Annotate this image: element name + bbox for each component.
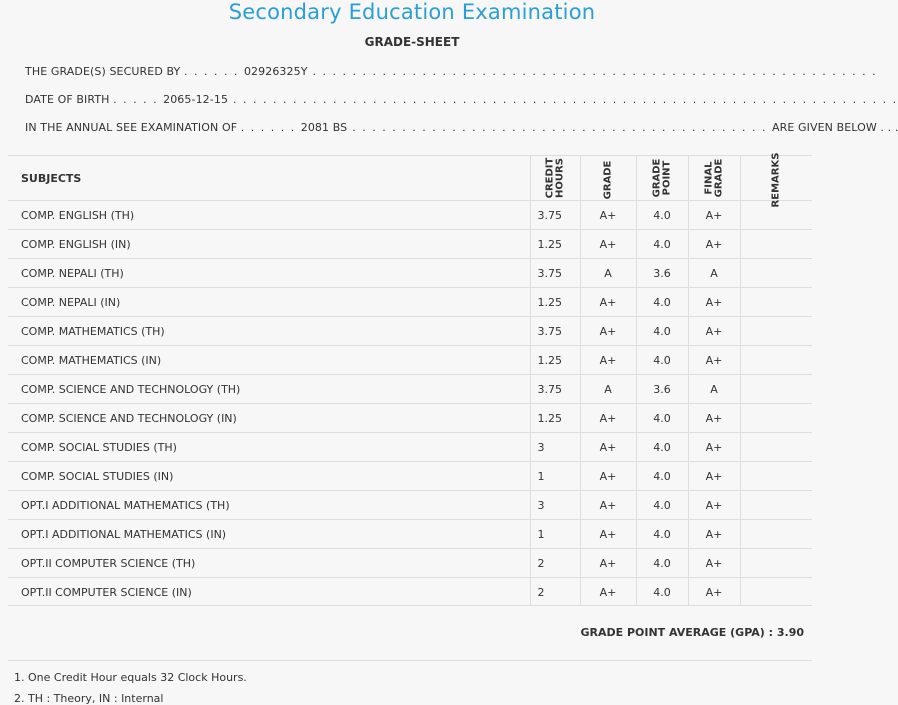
- credit-hours-header: CREDIT HOURS: [530, 156, 580, 201]
- credit-hours-cell: 1.25: [530, 346, 580, 375]
- final-grade-header: FINAL GRADE: [688, 156, 740, 201]
- table-row: [8, 375, 812, 404]
- grade-point-cell: 4.0: [636, 346, 688, 375]
- credit-hours-cell: 3.75: [530, 201, 580, 230]
- table-row: [8, 230, 812, 259]
- grade-cell: A: [580, 259, 636, 288]
- credit-hours-cell: 1.25: [530, 288, 580, 317]
- table-row: [8, 404, 812, 433]
- final-grade-cell: A+: [688, 491, 740, 520]
- subject-cell: OPT.I ADDITIONAL MATHEMATICS (IN): [8, 520, 530, 549]
- credit-hours-cell: 3.75: [530, 259, 580, 288]
- grade-point-cell: 4.0: [636, 201, 688, 230]
- remarks-cell: [740, 433, 812, 462]
- subject-cell: COMP. SCIENCE AND TECHNOLOGY (TH): [8, 375, 530, 404]
- credit-hours-cell: 1: [530, 462, 580, 491]
- subject-cell: OPT.II COMPUTER SCIENCE (TH): [8, 549, 530, 578]
- remarks-header: REMARKS: [740, 156, 812, 201]
- credit-hours-cell: 1.25: [530, 230, 580, 259]
- grade-point-cell: 4.0: [636, 549, 688, 578]
- subject-cell: COMP. NEPALI (TH): [8, 259, 530, 288]
- final-grade-cell: A+: [688, 462, 740, 491]
- table-row: [8, 201, 812, 230]
- grade-cell: A: [580, 375, 636, 404]
- grade-cell: A+: [580, 491, 636, 520]
- subject-cell: COMP. MATHEMATICS (IN): [8, 346, 530, 375]
- subject-cell: OPT.II COMPUTER SCIENCE (IN): [8, 578, 530, 607]
- note-credit-hours: 1. One Credit Hour equals 32 Clock Hours.: [14, 671, 247, 684]
- secured-by-line: THE GRADE(S) SECURED BY . . . . . . 02926325Y . . . . . . . . . . . . . . . . . . . . . . . . . . . . . . . . . . . . . . . . . . . . . . . . . . . . . . . . .: [25, 65, 878, 78]
- exam-title: Secondary Education Examination: [228, 0, 596, 24]
- final-grade-cell: A+: [688, 288, 740, 317]
- subject-cell: COMP. MATHEMATICS (TH): [8, 317, 530, 346]
- dob-line: DATE OF BIRTH . . . . . 2065-12-15 . . . . . . . . . . . . . . . . . . . . . . . . . . . . . . . . . . . . . . . . . . . . . . . . . . . . . . . . . . . . . . . . . . .: [25, 93, 898, 106]
- grade-cell: A+: [580, 346, 636, 375]
- subject-cell: COMP. ENGLISH (IN): [8, 230, 530, 259]
- final-grade-cell: A+: [688, 578, 740, 607]
- grade-cell: A+: [580, 288, 636, 317]
- grade-point-cell: 4.0: [636, 404, 688, 433]
- credit-hours-cell: 1: [530, 520, 580, 549]
- final-grade-cell: A+: [688, 549, 740, 578]
- grade-point-cell: 4.0: [636, 578, 688, 607]
- subjects-header: SUBJECTS: [8, 156, 530, 201]
- grade-header: GRADE: [580, 156, 636, 201]
- table-row: [8, 491, 812, 520]
- grade-point-cell: 3.6: [636, 259, 688, 288]
- table-header-row: [8, 156, 812, 201]
- final-grade-cell: A+: [688, 404, 740, 433]
- gpa-section: [8, 605, 812, 661]
- subject-cell: COMP. ENGLISH (TH): [8, 201, 530, 230]
- table-row: [8, 578, 812, 607]
- table-row: [8, 259, 812, 288]
- grade-cell: A+: [580, 404, 636, 433]
- grade-sheet-heading: GRADE-SHEET: [364, 35, 460, 49]
- remarks-cell: [740, 230, 812, 259]
- exam-year: 2081 BS: [300, 121, 348, 134]
- grade-table: [8, 152, 812, 606]
- subject-cell: OPT.I ADDITIONAL MATHEMATICS (TH): [8, 491, 530, 520]
- remarks-cell: [740, 462, 812, 491]
- secured-by-label: THE GRADE(S) SECURED BY: [25, 65, 181, 78]
- remarks-cell: [740, 549, 812, 578]
- credit-hours-cell: 3: [530, 491, 580, 520]
- grade-point-cell: 4.0: [636, 520, 688, 549]
- credit-hours-cell: 3.75: [530, 375, 580, 404]
- grade-cell: A+: [580, 462, 636, 491]
- grade-point-cell: 4.0: [636, 288, 688, 317]
- table-row: [8, 462, 812, 491]
- subject-cell: COMP. SOCIAL STUDIES (IN): [8, 462, 530, 491]
- gpa-value: GRADE POINT AVERAGE (GPA) : 3.90: [580, 626, 804, 639]
- grade-point-cell: 4.0: [636, 462, 688, 491]
- remarks-cell: [740, 578, 812, 607]
- subject-cell: COMP. SCIENCE AND TECHNOLOGY (IN): [8, 404, 530, 433]
- table-row: [8, 317, 812, 346]
- grade-point-header: GRADE POINT: [636, 156, 688, 201]
- final-grade-cell: A+: [688, 520, 740, 549]
- final-grade-cell: A+: [688, 346, 740, 375]
- grade-point-cell: 4.0: [636, 317, 688, 346]
- credit-hours-cell: 2: [530, 549, 580, 578]
- final-grade-cell: A: [688, 259, 740, 288]
- table-row: [8, 549, 812, 578]
- credit-hours-cell: 3: [530, 433, 580, 462]
- grade-cell: A+: [580, 201, 636, 230]
- symbol-number: 02926325Y: [243, 65, 308, 78]
- grade-point-cell: 4.0: [636, 230, 688, 259]
- table-row: [8, 346, 812, 375]
- final-grade-cell: A+: [688, 317, 740, 346]
- final-grade-cell: A+: [688, 201, 740, 230]
- grade-point-cell: 4.0: [636, 491, 688, 520]
- grade-cell: A+: [580, 520, 636, 549]
- credit-hours-cell: 3.75: [530, 317, 580, 346]
- grade-cell: A+: [580, 549, 636, 578]
- grade-point-cell: 4.0: [636, 433, 688, 462]
- table-row: [8, 288, 812, 317]
- given-below-label: ARE GIVEN BELOW . . .: [771, 121, 898, 134]
- credit-hours-cell: 1.25: [530, 404, 580, 433]
- remarks-cell: [740, 346, 812, 375]
- remarks-cell: [740, 375, 812, 404]
- remarks-cell: [740, 404, 812, 433]
- final-grade-cell: A+: [688, 433, 740, 462]
- dob-label: DATE OF BIRTH: [25, 93, 110, 106]
- table-row: [8, 433, 812, 462]
- subject-cell: COMP. NEPALI (IN): [8, 288, 530, 317]
- grade-cell: A+: [580, 433, 636, 462]
- remarks-cell: [740, 288, 812, 317]
- grade-point-cell: 3.6: [636, 375, 688, 404]
- grade-cell: A+: [580, 230, 636, 259]
- final-grade-cell: A: [688, 375, 740, 404]
- exam-line: IN THE ANNUAL SEE EXAMINATION OF . . . . . . 2081 BS . . . . . . . . . . . . . . . . . . . . . . . . . . . . . . . . . . . . . . . . . . ARE GIVEN BELOW . . .: [25, 121, 898, 134]
- grade-cell: A+: [580, 578, 636, 607]
- subject-cell: COMP. SOCIAL STUDIES (TH): [8, 433, 530, 462]
- exam-label: IN THE ANNUAL SEE EXAMINATION OF: [25, 121, 238, 134]
- dob-value: 2065-12-15: [163, 93, 229, 106]
- remarks-cell: [740, 259, 812, 288]
- remarks-cell: [740, 491, 812, 520]
- credit-hours-cell: 2: [530, 578, 580, 607]
- grade-cell: A+: [580, 317, 636, 346]
- note-abbreviations: 2. TH : Theory, IN : Internal: [14, 692, 164, 705]
- remarks-cell: [740, 317, 812, 346]
- remarks-cell: [740, 520, 812, 549]
- final-grade-cell: A+: [688, 230, 740, 259]
- table-row: [8, 520, 812, 549]
